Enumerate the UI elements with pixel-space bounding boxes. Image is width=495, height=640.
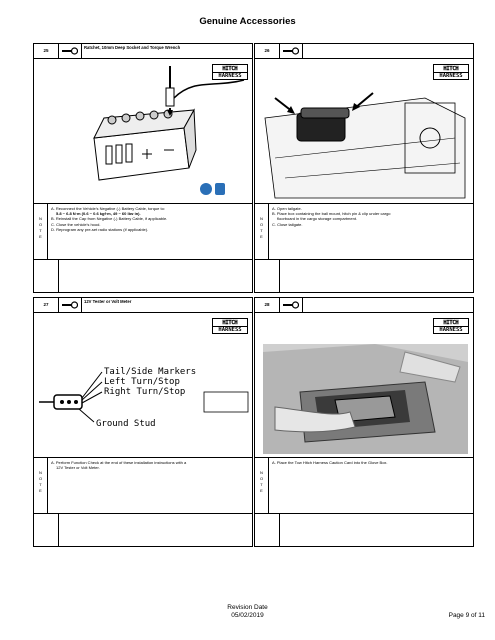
tool-text: Ratchet, 10mm Deep Socket and Torque Wrench bbox=[84, 45, 181, 50]
battery-illustration bbox=[34, 58, 252, 203]
step-header bbox=[34, 298, 252, 313]
wrench-icon bbox=[283, 301, 299, 309]
note-section bbox=[34, 457, 252, 514]
step-number: 27 bbox=[34, 298, 59, 312]
note-label: N O T E bbox=[34, 204, 48, 260]
step-panel-27 bbox=[33, 297, 253, 547]
note-section bbox=[34, 203, 252, 260]
step-panel-26 bbox=[254, 43, 474, 293]
glove-box-photo bbox=[255, 312, 473, 457]
step-header bbox=[255, 44, 473, 59]
hitch-harness-badge: HITCH HARNESS bbox=[433, 64, 469, 80]
diagram-label-ground: Ground Stud bbox=[96, 419, 156, 429]
page-number: Page 9 of 11 bbox=[448, 612, 485, 619]
step-footer bbox=[34, 513, 252, 547]
diagram-label-right: Right Turn/Stop bbox=[104, 387, 186, 397]
hitch-harness-badge: HITCH HARNESS bbox=[433, 318, 469, 334]
step-header bbox=[34, 44, 252, 59]
note-section bbox=[255, 203, 473, 260]
step-panel-28 bbox=[254, 297, 474, 547]
step-panel-25 bbox=[33, 43, 253, 293]
hitch-harness-badge: HITCH HARNESS bbox=[212, 64, 248, 80]
step-footer bbox=[255, 259, 473, 293]
note-text: A. Open tailgate. B. Place box containing the ball mount, hitch pin & clip under cargo floorboard in the cargo storage compartment. C. Close tailgate. bbox=[272, 206, 391, 227]
note-section bbox=[255, 457, 473, 514]
revision-date: Revision Date 05/02/2019 bbox=[227, 604, 268, 619]
note-label: N O T E bbox=[255, 204, 269, 260]
note-text: A. Perform Function Check at the end of these installation instructions with a 12V Tester or Volt Meter. bbox=[51, 460, 187, 471]
note-text: A. Reconnect the Vehicle's Negative (-) Battery Cable, torque to: 5.8 ~ 6.8 N·m (0.6 ~ 0.6 kgf·m, 49 ~ 60 lbs·in). B. Reinstall the Cap from Negative (-) Battery Cable, if applicable. C. Close the vehicle's hood. D. Reprogram any pre-set radio stations (if applicable). bbox=[51, 206, 168, 232]
connector-diagram bbox=[34, 312, 252, 457]
cargo-compartment-illustration bbox=[255, 58, 473, 203]
wrench-icon bbox=[283, 47, 299, 55]
note-label: N O T E bbox=[255, 458, 269, 514]
page-title: Genuine Accessories bbox=[199, 16, 296, 27]
step-footer bbox=[34, 259, 252, 293]
diagram-label-left: Left Turn/Stop bbox=[104, 377, 180, 387]
step-number: 25 bbox=[34, 44, 59, 58]
wrench-icon bbox=[62, 301, 78, 309]
note-label: N O T E bbox=[34, 458, 48, 514]
tool-text: 12V Tester or Volt Meter bbox=[84, 299, 132, 304]
step-number: 28 bbox=[255, 298, 280, 312]
hitch-harness-badge: HITCH HARNESS bbox=[212, 318, 248, 334]
note-text: A. Place the Tow Hitch Harness Caution Card into the Glove Box. bbox=[272, 460, 388, 465]
wrench-icon bbox=[62, 47, 78, 55]
step-number: 26 bbox=[255, 44, 280, 58]
step-header bbox=[255, 298, 473, 313]
diagram-label-tail: Tail/Side Markers bbox=[104, 367, 197, 377]
step-footer bbox=[255, 513, 473, 547]
